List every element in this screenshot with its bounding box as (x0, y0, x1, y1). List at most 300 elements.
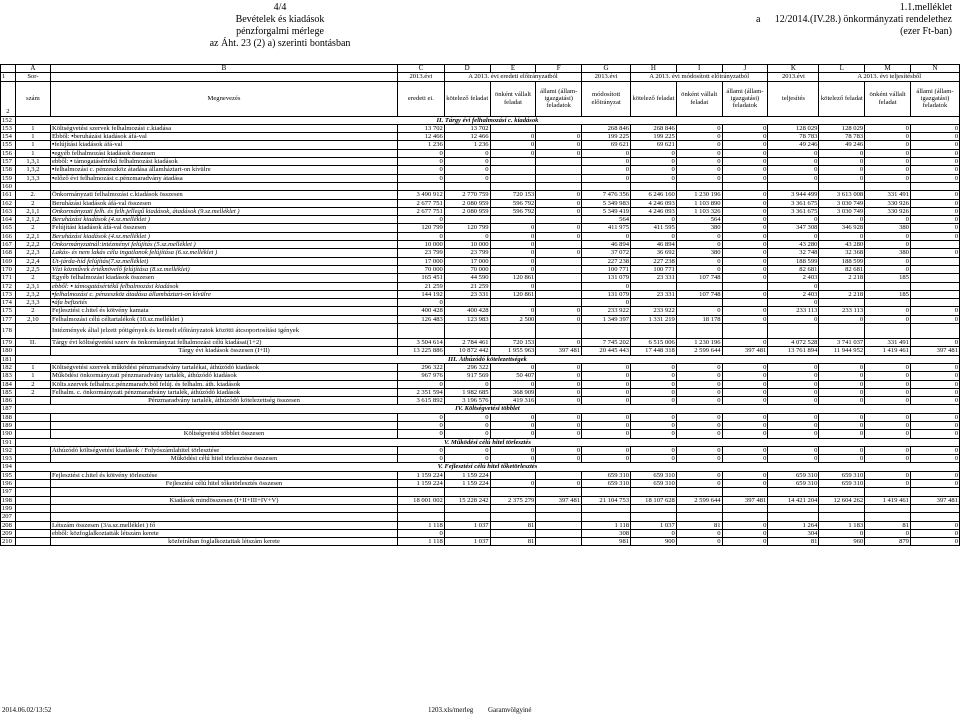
row-number: 191 (1, 438, 16, 446)
row-code (15, 430, 50, 438)
value-cell: 4 072 528 (768, 339, 819, 347)
row-label: ▪egyéb felhalmozási kiadások összesen (51, 149, 398, 157)
empty-cell (631, 488, 677, 496)
value-cell: 0 (490, 149, 536, 157)
value-cell: 18 178 (676, 315, 722, 323)
value-cell: 0 (676, 480, 722, 488)
value-cell: 17 000 (397, 257, 444, 265)
header-m: önként vállalt feladat (865, 81, 911, 116)
value-cell: 1 159 224 (444, 480, 490, 488)
value-cell: 0 (722, 372, 768, 380)
value-cell: 0 (490, 249, 536, 257)
value-cell: 0 (444, 158, 490, 166)
col-letter: J (722, 65, 768, 73)
value-cell: 1 037 (444, 538, 490, 546)
value-cell: 0 (631, 216, 677, 224)
value-cell (676, 282, 722, 290)
row-code: 2 (15, 224, 50, 232)
footer-timestamp: 2014.06.02/13:52 (2, 706, 52, 714)
value-cell: 0 (910, 363, 959, 371)
row-code (15, 521, 50, 529)
empty-cell (910, 513, 959, 521)
value-cell: 0 (490, 455, 536, 463)
table-row (1, 174, 960, 182)
table-row (1, 397, 960, 405)
value-cell (536, 299, 582, 307)
table-row (1, 249, 960, 257)
value-cell: 0 (676, 241, 722, 249)
value-cell: 0 (865, 174, 911, 182)
row-label: Működési önkormányzati pénzmaradvány tartalék, áthúzódó kiadások (51, 372, 398, 380)
row-number: 183 (1, 372, 16, 380)
value-cell: 0 (676, 430, 722, 438)
value-cell: 268 846 (582, 124, 631, 132)
table-row (1, 413, 960, 421)
value-cell: 0 (910, 372, 959, 380)
value-cell: 0 (631, 174, 677, 182)
value-cell: 331 491 (865, 191, 911, 199)
empty-cell (676, 504, 722, 512)
empty-cell (768, 504, 819, 512)
row-label: Tárgy évi költségvetési szerv és önkormányzat felhalmozási célú kiadásai(1+2) (51, 339, 398, 347)
value-cell: 0 (819, 232, 865, 240)
value-cell: 0 (582, 166, 631, 174)
value-cell: 23 331 (631, 274, 677, 282)
value-cell: 82 681 (819, 265, 865, 273)
row-code: 2,2,2 (15, 241, 50, 249)
empty-cell (444, 513, 490, 521)
value-cell: 330 926 (865, 207, 911, 215)
value-cell: 0 (631, 363, 677, 371)
value-cell: 0 (722, 241, 768, 249)
row-code: 1,3,1 (15, 158, 50, 166)
section-row (1, 438, 960, 446)
value-cell: 1 264 (768, 521, 819, 529)
value-cell: 23 799 (397, 249, 444, 257)
value-cell: 0 (910, 166, 959, 174)
value-cell (444, 299, 490, 307)
empty-cell (15, 504, 50, 512)
value-cell: 3 361 675 (768, 199, 819, 207)
value-cell: 0 (768, 363, 819, 371)
value-cell (722, 299, 768, 307)
value-cell: 0 (676, 455, 722, 463)
value-cell: 1 230 196 (676, 191, 722, 199)
table-row (1, 290, 960, 298)
value-cell: 400 428 (397, 307, 444, 315)
header-n: állami (állam-igazgatási) feladatok (910, 81, 959, 116)
row-code: 2 (15, 388, 50, 396)
empty-cell (631, 504, 677, 512)
row-code: 1 (15, 372, 50, 380)
value-cell: 397 481 (910, 496, 959, 504)
value-cell: 70 000 (397, 265, 444, 273)
value-cell (490, 324, 536, 339)
value-cell: 659 310 (819, 471, 865, 479)
value-cell: 0 (910, 380, 959, 388)
value-cell: 81 (490, 521, 536, 529)
value-cell: 0 (631, 166, 677, 174)
value-cell: 0 (910, 388, 959, 396)
value-cell: 0 (722, 413, 768, 421)
value-cell: 331 491 (865, 339, 911, 347)
value-cell: 1 118 (397, 521, 444, 529)
row-code (15, 480, 50, 488)
value-cell: 0 (865, 421, 911, 429)
value-cell: 0 (910, 232, 959, 240)
value-cell: 131 079 (582, 290, 631, 298)
empty-cell (722, 513, 768, 521)
value-cell: 233 113 (819, 307, 865, 315)
row-code: 2,3,3 (15, 299, 50, 307)
table-row (1, 347, 960, 355)
section-row (1, 116, 960, 124)
value-cell: 0 (819, 380, 865, 388)
value-cell: 32 368 (819, 249, 865, 257)
value-cell: 330 926 (865, 199, 911, 207)
value-cell: 411 975 (582, 224, 631, 232)
value-cell: 0 (676, 446, 722, 454)
value-cell: 0 (676, 471, 722, 479)
value-cell: 0 (865, 480, 911, 488)
value-cell: 0 (490, 413, 536, 421)
col-letter: G (582, 65, 631, 73)
value-cell: 0 (910, 430, 959, 438)
value-cell: 0 (490, 257, 536, 265)
value-cell: 2 599 644 (676, 347, 722, 355)
row-code (15, 455, 50, 463)
value-cell: 397 481 (722, 347, 768, 355)
header-i: önként vállalt feladat (676, 81, 722, 116)
value-cell: 0 (444, 446, 490, 454)
value-cell: 0 (631, 421, 677, 429)
value-cell: 0 (582, 232, 631, 240)
value-cell: 0 (722, 191, 768, 199)
table-row (1, 388, 960, 396)
value-cell: 2 677 751 (397, 207, 444, 215)
value-cell: 967 976 (397, 372, 444, 380)
row-number: 161 (1, 191, 16, 199)
empty-cell (819, 513, 865, 521)
row-code: 2 (15, 199, 50, 207)
value-cell: 0 (536, 446, 582, 454)
value-cell: 0 (490, 241, 536, 249)
value-cell: 0 (722, 307, 768, 315)
value-cell: 0 (490, 133, 536, 141)
value-cell: 0 (631, 430, 677, 438)
value-cell: 20 445 443 (582, 347, 631, 355)
value-cell: 368 909 (490, 388, 536, 396)
value-cell: 0 (582, 455, 631, 463)
table-row (1, 455, 960, 463)
row-number: 153 (1, 124, 16, 132)
value-cell: 46 894 (631, 241, 677, 249)
value-cell: 0 (582, 380, 631, 388)
value-cell (444, 216, 490, 224)
table-row (1, 149, 960, 157)
table-row (1, 339, 960, 347)
value-cell: 0 (536, 380, 582, 388)
value-cell: 2 784 461 (444, 339, 490, 347)
value-cell: 0 (631, 455, 677, 463)
value-cell: 0 (631, 372, 677, 380)
value-cell: 0 (910, 249, 959, 257)
row-number: 175 (1, 307, 16, 315)
value-cell: 0 (676, 421, 722, 429)
value-cell (819, 324, 865, 339)
value-cell: 0 (631, 232, 677, 240)
row-number: 158 (1, 166, 16, 174)
header-line-4: az Áht. 23 (2) a) szerinti bontásban (209, 38, 351, 49)
value-cell: 10 000 (444, 241, 490, 249)
row-number: 162 (1, 199, 16, 207)
row-code: 2 (15, 380, 50, 388)
row-number: 163 (1, 207, 16, 215)
value-cell: 1 183 (819, 521, 865, 529)
row-number: 184 (1, 380, 16, 388)
empty-cell (582, 182, 631, 190)
value-cell: 1 118 (397, 538, 444, 546)
value-cell: 2 080 959 (444, 199, 490, 207)
value-cell: 0 (582, 430, 631, 438)
value-cell: 0 (865, 158, 911, 166)
value-cell: 0 (397, 299, 444, 307)
table-row (1, 241, 960, 249)
value-cell: 0 (722, 207, 768, 215)
value-cell: 304 (768, 529, 819, 537)
value-cell: 0 (910, 216, 959, 224)
value-cell: 0 (768, 430, 819, 438)
value-cell: 78 783 (819, 133, 865, 141)
value-cell (910, 265, 959, 273)
row-number: 188 (1, 413, 16, 421)
header-k: 2013.évi (768, 73, 819, 81)
value-cell: 43 280 (768, 241, 819, 249)
row-number: 160 (1, 182, 16, 190)
empty-cell (910, 182, 959, 190)
value-cell: 49 246 (819, 141, 865, 149)
value-cell: 0 (722, 471, 768, 479)
table-row (1, 216, 960, 224)
row-label: Felújítási kiadások áfá-val összesen (51, 224, 398, 232)
col-letter: F (536, 65, 582, 73)
value-cell: 0 (910, 480, 959, 488)
value-cell: 13 702 (397, 124, 444, 132)
section-title: II. Tárgy évi felhalmozási c. kiadások (15, 116, 959, 124)
value-cell: 17 448 318 (631, 347, 677, 355)
value-cell: 0 (865, 265, 911, 273)
value-cell: 1 159 224 (397, 480, 444, 488)
value-cell: 3 196 576 (444, 397, 490, 405)
value-cell: 44 590 (444, 274, 490, 282)
column-letters-row (1, 65, 960, 73)
value-cell: 0 (490, 307, 536, 315)
value-cell: 0 (676, 174, 722, 182)
value-cell: 0 (768, 388, 819, 396)
empty-cell (631, 182, 677, 190)
value-cell (536, 471, 582, 479)
value-cell (536, 124, 582, 132)
header-megnevezes: Megnevezés (51, 81, 398, 116)
row-number: 1 (1, 73, 16, 81)
value-cell: 188 599 (819, 257, 865, 265)
row-label: Beruházási kiadások (4.sz.melléklet ) (51, 232, 398, 240)
value-cell: 0 (768, 413, 819, 421)
value-cell: 0 (768, 380, 819, 388)
value-cell: 0 (397, 174, 444, 182)
empty-cell (865, 513, 911, 521)
value-cell: 0 (536, 455, 582, 463)
value-cell: 2 375 279 (490, 496, 536, 504)
value-cell (676, 324, 722, 339)
value-cell: 0 (910, 529, 959, 537)
value-cell: 1 037 (444, 521, 490, 529)
value-cell: 0 (865, 315, 911, 323)
value-cell: 37 072 (582, 249, 631, 257)
value-cell: 380 (676, 224, 722, 232)
empty-cell (768, 182, 819, 190)
value-cell: 123 983 (444, 315, 490, 323)
value-cell (536, 529, 582, 537)
value-cell: 659 310 (768, 480, 819, 488)
empty-cell (582, 513, 631, 521)
value-cell: 120 799 (444, 224, 490, 232)
value-cell: 188 599 (768, 257, 819, 265)
header-line-1: 4/4 (273, 2, 287, 13)
value-cell: 0 (768, 216, 819, 224)
row-code: II. (15, 339, 50, 347)
value-cell: 0 (722, 315, 768, 323)
value-cell: 120 861 (490, 274, 536, 282)
value-cell: 233 922 (582, 307, 631, 315)
header-g: 2013.évi (582, 73, 631, 81)
value-cell: 900 (631, 538, 677, 546)
value-cell: 0 (819, 388, 865, 396)
value-cell: 0 (865, 380, 911, 388)
row-code (15, 538, 50, 546)
col-letter: L (819, 65, 865, 73)
value-cell: 17 000 (444, 257, 490, 265)
value-cell: 564 (582, 216, 631, 224)
empty-cell (397, 513, 444, 521)
table-row (1, 496, 960, 504)
value-cell: 69 621 (582, 141, 631, 149)
row-number: 167 (1, 241, 16, 249)
row-code (15, 347, 50, 355)
value-cell: 0 (582, 397, 631, 405)
table-row (1, 471, 960, 479)
header-row-1 (1, 73, 960, 81)
row-label: ebből: ▪ támogatásértékű felhalmozási kiadások (51, 282, 398, 290)
header-line-3: pénzforgalmi mérlege (236, 26, 324, 37)
value-cell: 3 504 614 (397, 339, 444, 347)
value-cell: 1 955 963 (490, 347, 536, 355)
row-code (15, 421, 50, 429)
row-number: 209 (1, 529, 16, 537)
empty-cell (582, 488, 631, 496)
row-label: Út-járda-híd felújítás(7.sz.melléklet) (51, 257, 398, 265)
empty-cell (397, 488, 444, 496)
empty-cell (15, 513, 50, 521)
value-cell: 0 (910, 471, 959, 479)
value-cell: 347 308 (768, 224, 819, 232)
header-actual-group: A 2013. évi teljesítésből (819, 73, 960, 81)
value-cell: 1 349 397 (582, 315, 631, 323)
value-cell (536, 158, 582, 166)
row-number: 198 (1, 496, 16, 504)
row-label: ebből: ▪ támogatásértékű felhalmozási kiadások (51, 158, 398, 166)
value-cell: 0 (768, 282, 819, 290)
value-cell: 2 599 644 (676, 496, 722, 504)
value-cell: 0 (536, 149, 582, 157)
value-cell: 3 030 749 (819, 199, 865, 207)
row-code: 2,3,1 (15, 282, 50, 290)
value-cell: 296 322 (444, 363, 490, 371)
value-cell: 0 (536, 199, 582, 207)
value-cell: 131 079 (582, 274, 631, 282)
value-cell: 0 (722, 397, 768, 405)
value-cell: 0 (865, 241, 911, 249)
value-cell: 659 310 (631, 471, 677, 479)
row-label: Áthúzódó költségvetési kiadások / Folyószámlahitel törlesztése (51, 446, 398, 454)
value-cell (910, 241, 959, 249)
value-cell: 0 (722, 158, 768, 166)
value-cell: 199 225 (582, 133, 631, 141)
value-cell: 0 (676, 397, 722, 405)
row-code: 2,3,2 (15, 290, 50, 298)
empty-cell (676, 182, 722, 190)
header-row-2 (1, 81, 960, 116)
row-number: 194 (1, 463, 16, 471)
row-code: 2,1,2 (15, 216, 50, 224)
value-cell: 233 113 (768, 307, 819, 315)
value-cell (536, 166, 582, 174)
value-cell: 0 (819, 529, 865, 537)
value-cell: 185 (865, 290, 911, 298)
value-cell: 0 (444, 430, 490, 438)
value-cell: 0 (722, 216, 768, 224)
value-cell (536, 538, 582, 546)
value-cell: 0 (768, 421, 819, 429)
value-cell: 12 466 (444, 133, 490, 141)
row-label: Felhalmozási célú céltartalékok (10.sz.melléklet ) (51, 315, 398, 323)
row-code: 2 (15, 307, 50, 315)
value-cell: 0 (865, 446, 911, 454)
empty-cell (490, 513, 536, 521)
value-cell: 32 748 (768, 249, 819, 257)
value-cell (865, 324, 911, 339)
row-number: 187 (1, 405, 16, 413)
value-cell: 165 451 (397, 274, 444, 282)
decree-reference: 12/2014.(IV.28.) önkormányzati rendelethez (774, 14, 952, 25)
value-cell: 3 490 912 (397, 191, 444, 199)
value-cell (910, 257, 959, 265)
row-code: 1 (15, 141, 50, 149)
value-cell: 0 (865, 307, 911, 315)
value-cell: 3 030 749 (819, 207, 865, 215)
value-cell: 0 (722, 538, 768, 546)
value-cell (490, 174, 536, 182)
value-cell: 0 (582, 446, 631, 454)
blank-row (1, 182, 960, 190)
row-label: Fejlesztési c.hitel és kötvény törlesztése (51, 471, 398, 479)
table-row (1, 307, 960, 315)
empty-cell (582, 504, 631, 512)
value-cell: 0 (722, 124, 768, 132)
value-cell: 0 (490, 224, 536, 232)
value-cell: 0 (819, 216, 865, 224)
value-cell: 397 481 (536, 496, 582, 504)
